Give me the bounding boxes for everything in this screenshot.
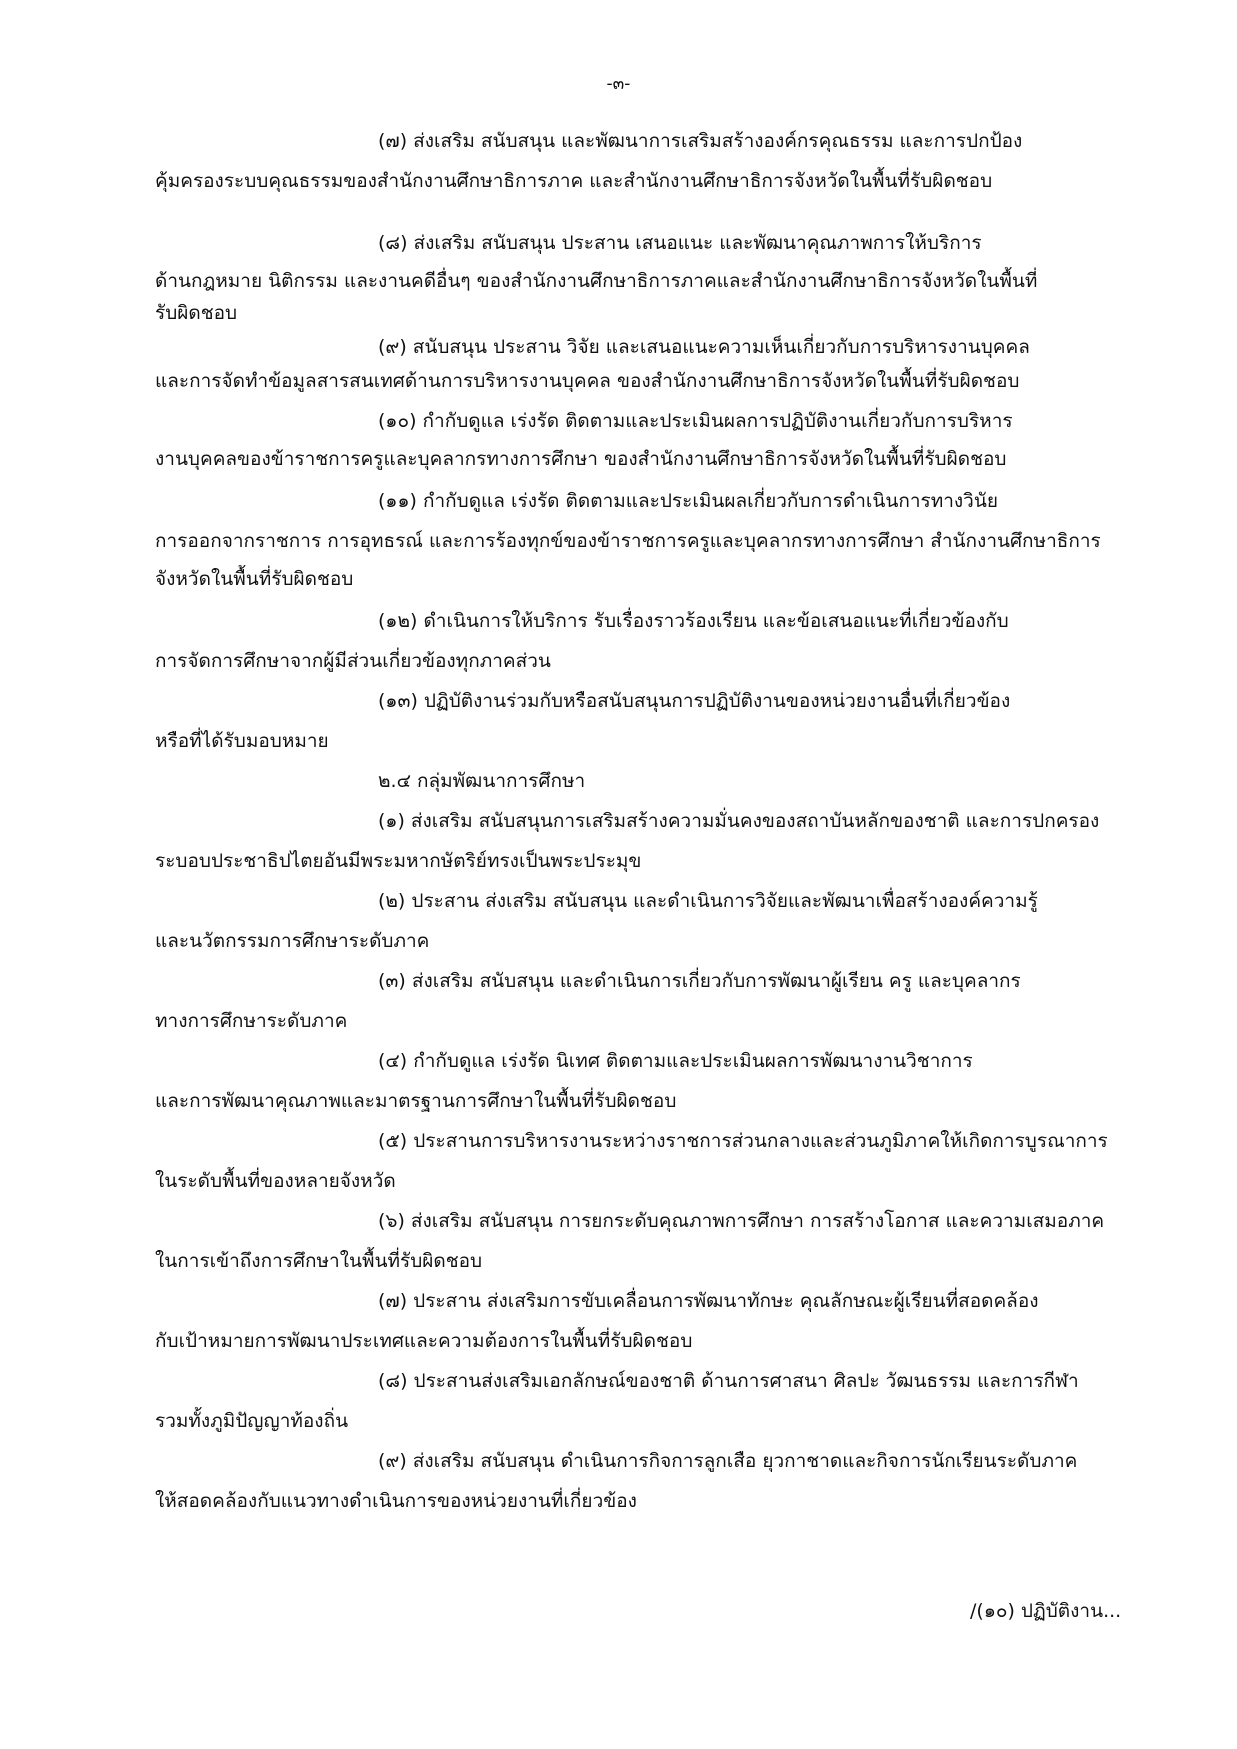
paragraph-line: (๑) ส่งเสริม สนับสนุนการเสริมสร้างความมั่นคงของสถาบันหลักของชาติ และการปกครอง <box>378 810 1100 832</box>
paragraph-line: (๒) ประสาน ส่งเสริม สนับสนุน และดำเนินการวิจัยและพัฒนาเพื่อสร้างองค์ความรู้ <box>378 890 1038 912</box>
paragraph-line: (๘) ประสานส่งเสริมเอกลักษณ์ของชาติ ด้านการศาสนา ศิลปะ วัฒนธรรม และการกีฬา <box>378 1370 1079 1392</box>
paragraph-line: รับผิดชอบ <box>155 302 238 324</box>
paragraph-line: ระบอบประชาธิปไตยอันมีพระมหากษัตริย์ทรงเป็นพระประมุข <box>155 850 642 872</box>
paragraph-line: ให้สอดคล้องกับแนวทางดำเนินการของหน่วยงานที่เกี่ยวข้อง <box>155 1490 637 1512</box>
paragraph-line: (๑๐) กำกับดูแล เร่งรัด ติดตามและประเมินผลการปฏิบัติงานเกี่ยวกับการบริหาร <box>378 410 1013 432</box>
paragraph-line: และการพัฒนาคุณภาพและมาตรฐานการศึกษาในพื้นที่รับผิดชอบ <box>155 1090 677 1112</box>
paragraph-line: (๘) ส่งเสริม สนับสนุน ประสาน เสนอแนะ และพัฒนาคุณภาพการให้บริการ <box>378 232 982 254</box>
paragraph-line: ทางการศึกษาระดับภาค <box>155 1010 348 1032</box>
paragraph-line: (๑๓) ปฏิบัติงานร่วมกับหรือสนับสนุนการปฏิบัติงานของหน่วยงานอื่นที่เกี่ยวข้อง <box>378 690 1011 712</box>
paragraph-line: รวมทั้งภูมิปัญญาท้องถิ่น <box>155 1410 349 1432</box>
paragraph-line: การออกจากราชการ การอุทธรณ์ และการร้องทุกข์ของข้าราชการครูและบุคลากรทางการศึกษา สำนักงานศึกษาธิการ <box>155 530 1101 552</box>
paragraph-line: (๓) ส่งเสริม สนับสนุน และดำเนินการเกี่ยวกับการพัฒนาผู้เรียน ครู และบุคลากร <box>378 970 1021 992</box>
paragraph-line: (๑๑) กำกับดูแล เร่งรัด ติดตามและประเมินผลเกี่ยวกับการดำเนินการทางวินัย <box>378 490 998 512</box>
paragraph-line: (๕) ประสานการบริหารงานระหว่างราชการส่วนกลางและส่วนภูมิภาคให้เกิดการบูรณาการ <box>378 1130 1108 1152</box>
paragraph-line: (๙) ส่งเสริม สนับสนุน ดำเนินการกิจการลูกเสือ ยุวกาชาดและกิจการนักเรียนระดับภาค <box>378 1450 1078 1472</box>
paragraph-line: งานบุคคลของข้าราชการครูและบุคลากรทางการศึกษา ของสำนักงานศึกษาธิการจังหวัดในพื้นที่รับผิดชอบ <box>155 448 1007 470</box>
paragraph-line: และนวัตกรรมการศึกษาระดับภาค <box>155 930 430 952</box>
continuation-note: /(๑๐) ปฏิบัติงาน... <box>970 1600 1122 1622</box>
paragraph-line: (๙) สนับสนุน ประสาน วิจัย และเสนอแนะความเห็นเกี่ยวกับการบริหารงานบุคคล <box>378 336 1030 358</box>
paragraph-line: และการจัดทำข้อมูลสารสนเทศด้านการบริหารงานบุคคล ของสำนักงานศึกษาธิการจังหวัดในพื้นที่รับผิดชอบ <box>155 370 1020 392</box>
section-heading: ๒.๔ กลุ่มพัฒนาการศึกษา <box>378 770 586 792</box>
paragraph-line: คุ้มครองระบบคุณธรรมของสำนักงานศึกษาธิการภาค และสำนักงานศึกษาธิการจังหวัดในพื้นที่รับผิดชอบ <box>155 170 993 192</box>
paragraph-line: ด้านกฎหมาย นิติกรรม และงานคดีอื่นๆ ของสำนักงานศึกษาธิการภาคและสำนักงานศึกษาธิการจังหวัดในพื้นที่ <box>155 270 1038 292</box>
paragraph-line: (๗) ประสาน ส่งเสริมการขับเคลื่อนการพัฒนาทักษะ คุณลักษณะผู้เรียนที่สอดคล้อง <box>378 1290 1039 1312</box>
paragraph-line: (๗) ส่งเสริม สนับสนุน และพัฒนาการเสริมสร้างองค์กรคุณธรรม และการปกป้อง <box>378 130 1023 152</box>
page-number: -๓- <box>606 74 631 94</box>
paragraph-line: ในการเข้าถึงการศึกษาในพื้นที่รับผิดชอบ <box>155 1250 483 1272</box>
paragraph-line: (๖) ส่งเสริม สนับสนุน การยกระดับคุณภาพการศึกษา การสร้างโอกาส และความเสมอภาค <box>378 1210 1105 1232</box>
paragraph-line: กับเป้าหมายการพัฒนาประเทศและความต้องการในพื้นที่รับผิดชอบ <box>155 1330 693 1352</box>
paragraph-line: (๔) กำกับดูแล เร่งรัด นิเทศ ติดตามและประเมินผลการพัฒนางานวิชาการ <box>378 1050 973 1072</box>
paragraph-line: การจัดการศึกษาจากผู้มีส่วนเกี่ยวข้องทุกภาคส่วน <box>155 650 551 672</box>
paragraph-line: หรือที่ได้รับมอบหมาย <box>155 730 329 752</box>
paragraph-line: (๑๒) ดำเนินการให้บริการ รับเรื่องราวร้องเรียน และข้อเสนอแนะที่เกี่ยวข้องกับ <box>378 610 1009 632</box>
paragraph-line: ในระดับพื้นที่ของหลายจังหวัด <box>155 1170 396 1192</box>
paragraph-line: จังหวัดในพื้นที่รับผิดชอบ <box>155 568 354 590</box>
